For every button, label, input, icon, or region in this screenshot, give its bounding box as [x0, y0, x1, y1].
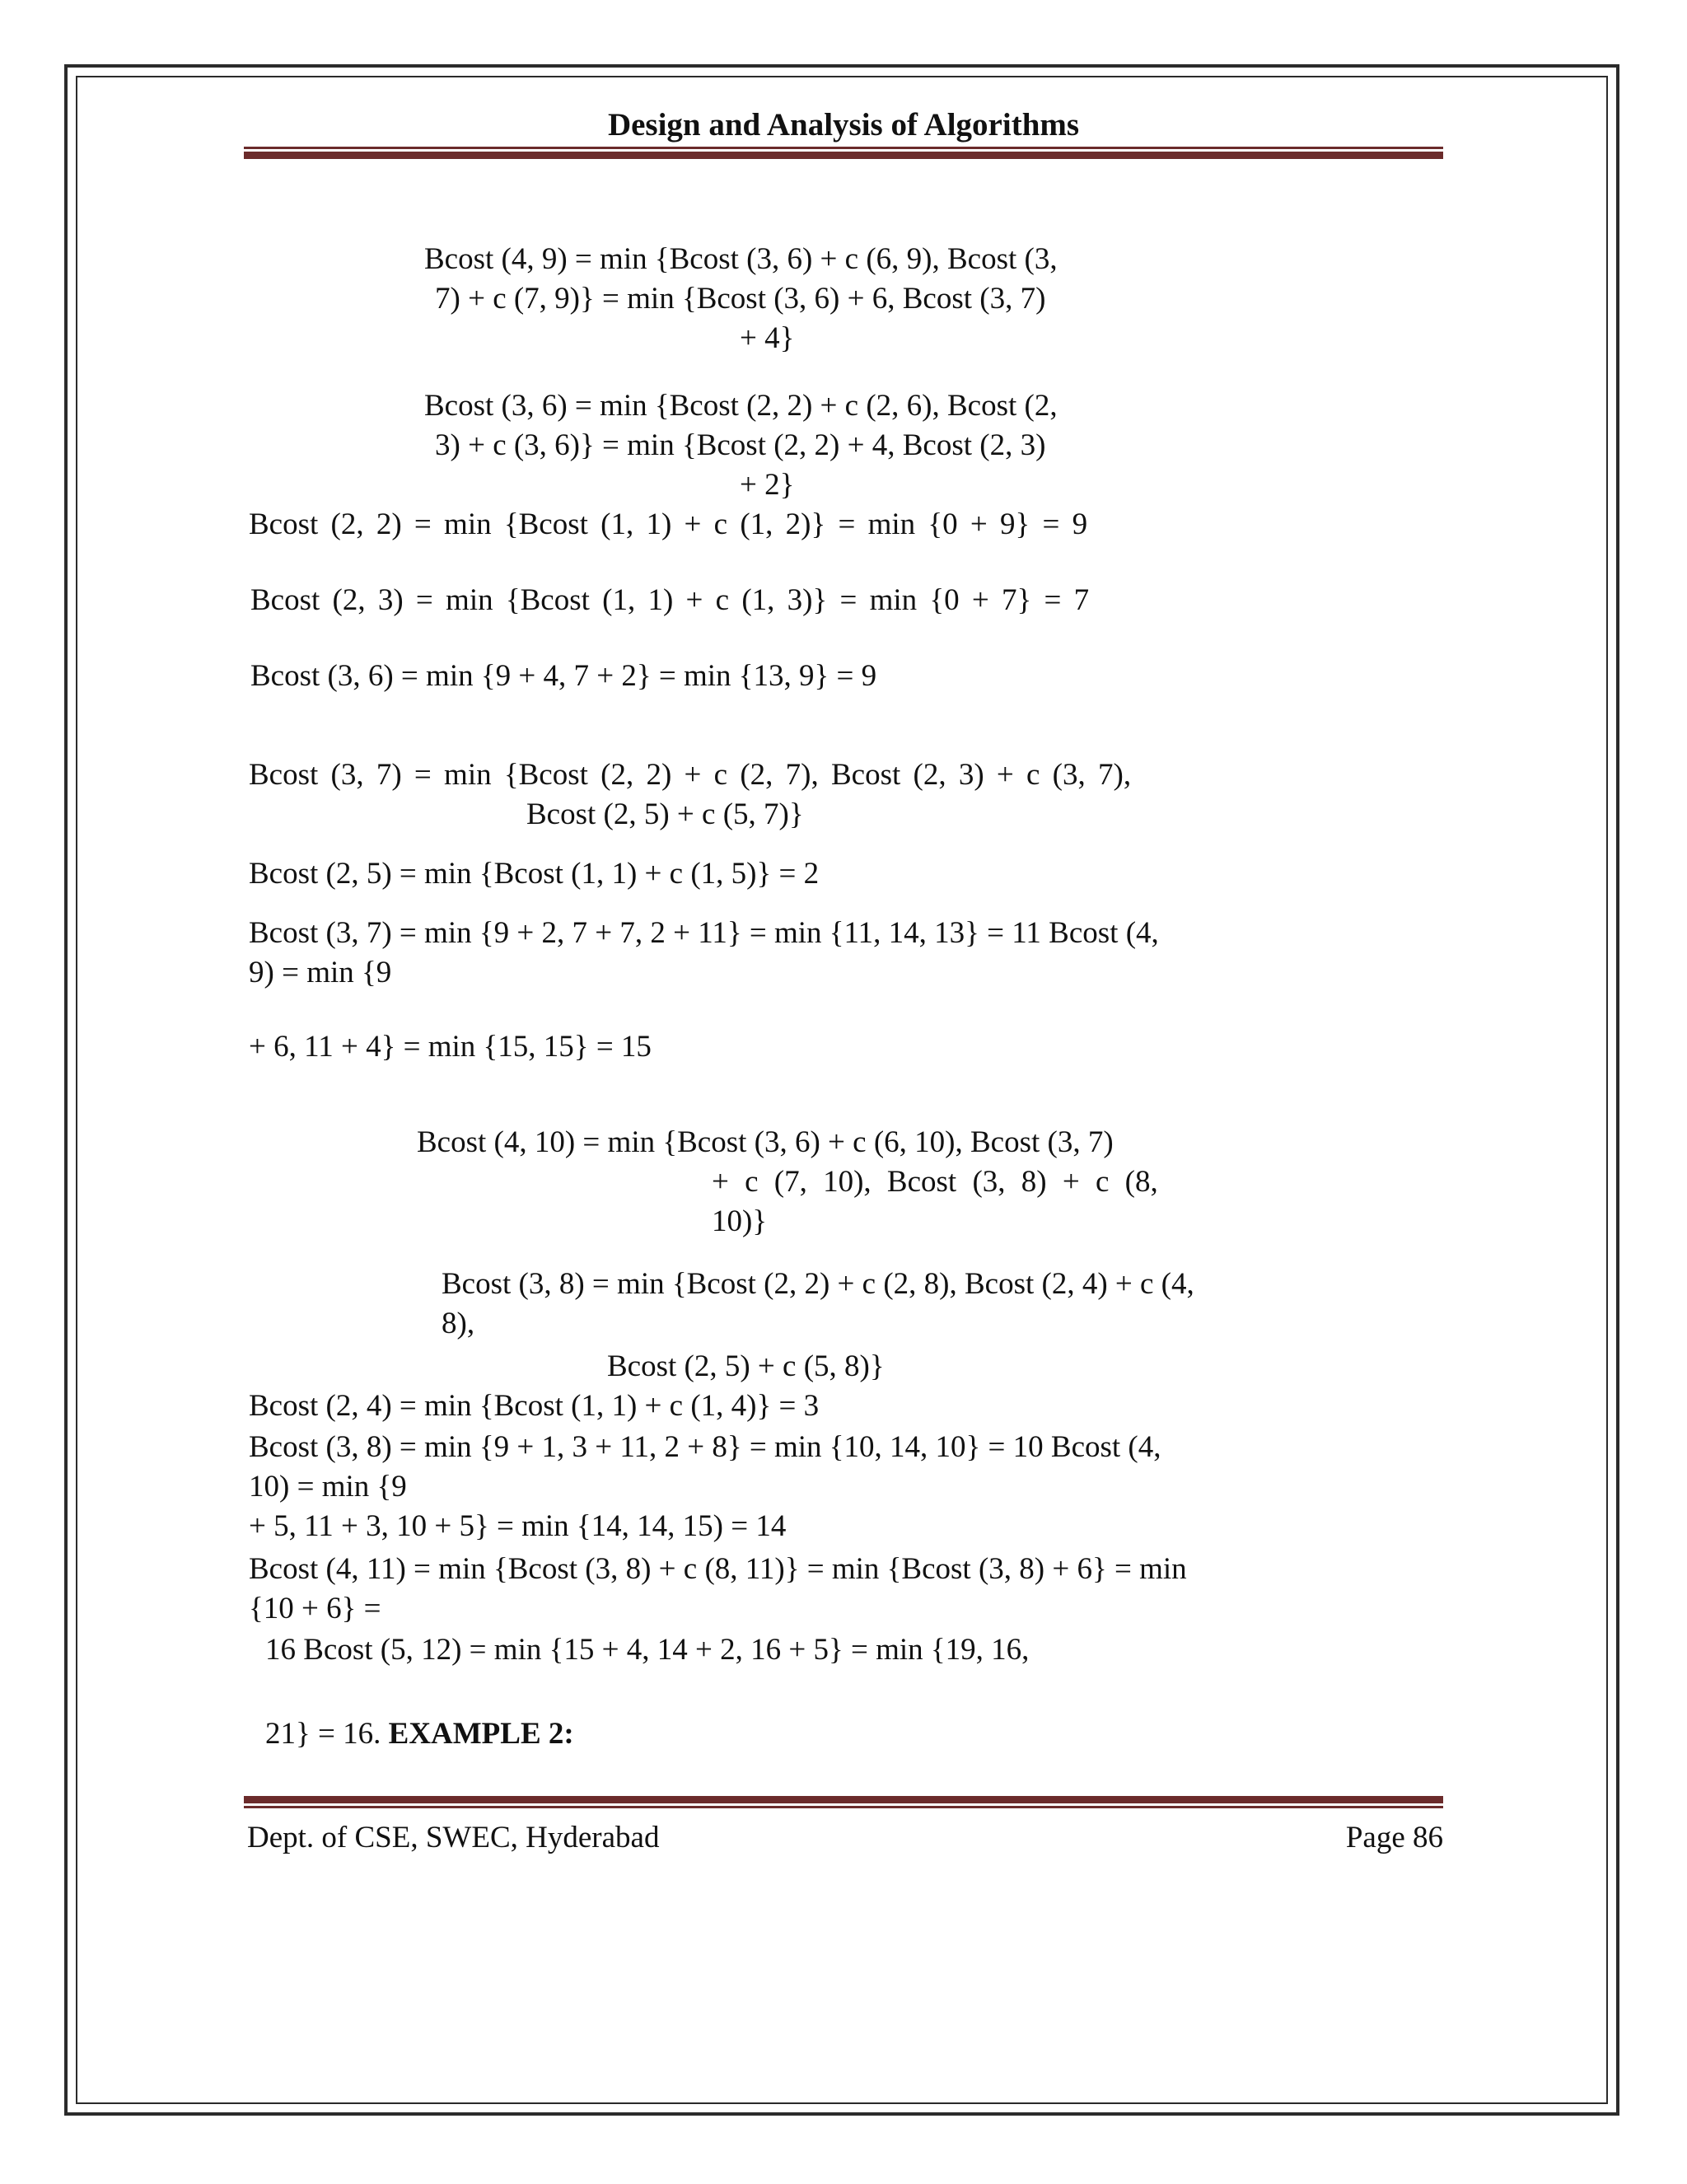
footer-department: Dept. of CSE, SWEC, Hyderabad: [247, 1821, 660, 1854]
header-rule: [244, 147, 1443, 159]
equation-line: Bcost (2, 2) = min {Bcost (1, 1) + c (1, 2)} = min {0 + 9} = 9: [249, 507, 1088, 541]
equation-line: Bcost (2, 4) = min {Bcost (1, 1) + c (1, 4)} = 3: [249, 1389, 820, 1423]
equation-line: [265, 1714, 574, 1754]
equation-line: Bcost (3, 8) = min {9 + 1, 3 + 11, 2 + 8} = min {10, 14, 10} = 10 Bcost (4,: [249, 1430, 1161, 1464]
equation-line: 9) = min {9: [249, 956, 392, 989]
equation-line: Bcost (3, 6) = min {9 + 4, 7 + 2} = min {13, 9} = 9: [250, 659, 877, 693]
equation-line: 8),: [442, 1307, 475, 1340]
equation-line: Bcost (3, 7) = min {Bcost (2, 2) + c (2, 7), Bcost (2, 3) + c (3, 7),: [249, 758, 1132, 792]
footer-page-number: Page 86: [1345, 1821, 1443, 1854]
equation-line: Bcost (3, 8) = min {Bcost (2, 2) + c (2, 8), Bcost (2, 4) + c (4,: [442, 1267, 1194, 1301]
equation-line: + 2}: [740, 468, 795, 502]
equation-line: Bcost (4, 9) = min {Bcost (3, 6) + c (6, 9), Bcost (3,: [424, 242, 1058, 276]
equation-line: Bcost (2, 5) + c (5, 8)}: [607, 1349, 885, 1383]
equation-line: Bcost (3, 6) = min {Bcost (2, 2) + c (2, 6), Bcost (2,: [424, 389, 1058, 423]
equation-line: + 4}: [740, 321, 795, 355]
equation-line: Bcost (2, 5) + c (5, 7)}: [526, 797, 804, 831]
equation-line: + 5, 11 + 3, 10 + 5} = min {14, 14, 15) = 14: [249, 1509, 787, 1543]
equation-line: 7) + c (7, 9)} = min {Bcost (3, 6) + 6, Bcost (3, 7): [435, 282, 1046, 316]
equation-text: 21} = 16.: [265, 1717, 389, 1751]
equation-line: Bcost (2, 3) = min {Bcost (1, 1) + c (1, 3)} = min {0 + 7} = 7: [250, 583, 1090, 617]
equation-line: + 6, 11 + 4} = min {15, 15} = 15: [249, 1030, 652, 1064]
equation-line: 3) + c (3, 6)} = min {Bcost (2, 2) + 4, Bcost (2, 3): [435, 428, 1046, 462]
equation-line: Bcost (3, 7) = min {9 + 2, 7 + 7, 2 + 11} = min {11, 14, 13} = 11 Bcost (4,: [249, 916, 1159, 950]
equation-line: 10)}: [712, 1204, 768, 1238]
equation-line: 16 Bcost (5, 12) = min {15 + 4, 14 + 2, 16 + 5} = min {19, 16,: [265, 1633, 1030, 1667]
equation-line: {10 + 6} =: [249, 1592, 381, 1625]
footer-rule: [244, 1796, 1443, 1808]
equation-line: 10) = min {9: [249, 1470, 407, 1504]
equation-line: Bcost (4, 10) = min {Bcost (3, 6) + c (6, 10), Bcost (3, 7): [417, 1125, 1114, 1159]
equation-line: Bcost (2, 5) = min {Bcost (1, 1) + c (1, 5)} = 2: [249, 857, 820, 891]
equation-line: Bcost (4, 11) = min {Bcost (3, 8) + c (8, 11)} = min {Bcost (3, 8) + 6} = min: [249, 1552, 1187, 1586]
page-header-title: Design and Analysis of Algorithms: [607, 107, 1080, 143]
equation-line: + c (7, 10), Bcost (3, 8) + c (8,: [712, 1165, 1158, 1199]
example-heading: EXAMPLE 2:: [388, 1717, 574, 1751]
